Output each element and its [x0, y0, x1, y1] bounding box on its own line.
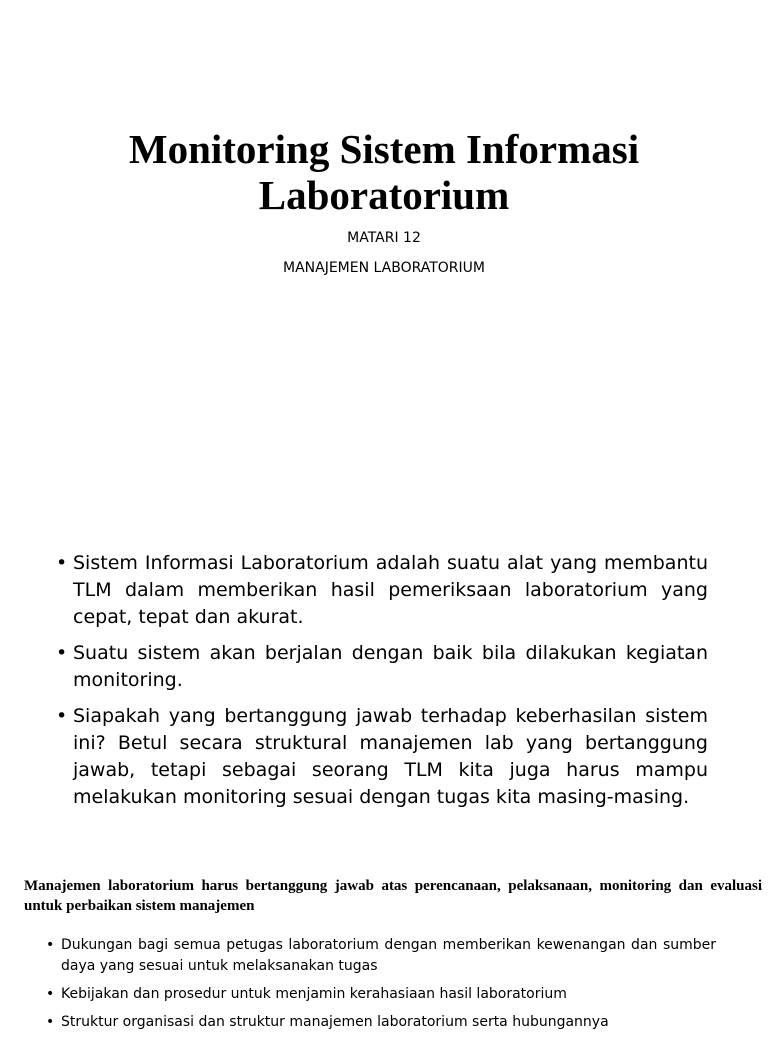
- management-bullet-item: • Dukungan bagi semua petugas laboratorium dengan memberikan kewenangan dan sumber daya yang sesuai untuk melaksanakan tugas: [46, 935, 716, 977]
- main-bullet-item: • Siapakah yang bertanggung jawab terhadap keberhasilan sistem ini? Betul secara struktural manajemen lab yang bertanggung jawab, tetapi sebagai seorang TLM kita juga harus mampu melakukan monitoring sesuai dengan tugas kita masing-masing.: [56, 703, 708, 811]
- management-bullet-item: • Kebijakan dan prosedur untuk menjamin kerahasiaan hasil laboratorium: [46, 984, 716, 1005]
- title-line-2: Laboratorium: [258, 172, 510, 218]
- slide-title: [0, 126, 768, 218]
- title-line-1: Monitoring Sistem Informasi: [128, 126, 640, 172]
- main-bullet-list: [56, 550, 708, 820]
- management-bullet-list: [46, 935, 716, 1040]
- main-bullet-item: • Suatu sistem akan berjalan dengan baik bila dilakukan kegiatan monitoring.: [56, 640, 708, 694]
- main-bullet-item: • Sistem Informasi Laboratorium adalah suatu alat yang membantu TLM dalam memberikan hasil pemeriksaan laboratorium yang cepat, tepat dan akurat.: [56, 550, 708, 631]
- subtitle-material: MATARI 12: [347, 230, 421, 246]
- management-bullet-item: • Struktur organisasi dan struktur manajemen laboratorium serta hubungannya: [46, 1012, 716, 1033]
- management-heading: Manajemen laboratorium harus bertanggung jawab atas perencanaan, pelaksanaan, monitoring dan evaluasi untuk perbaikan sistem manajemen: [24, 878, 762, 914]
- subtitle-course: MANAJEMEN LABORATORIUM: [282, 260, 485, 276]
